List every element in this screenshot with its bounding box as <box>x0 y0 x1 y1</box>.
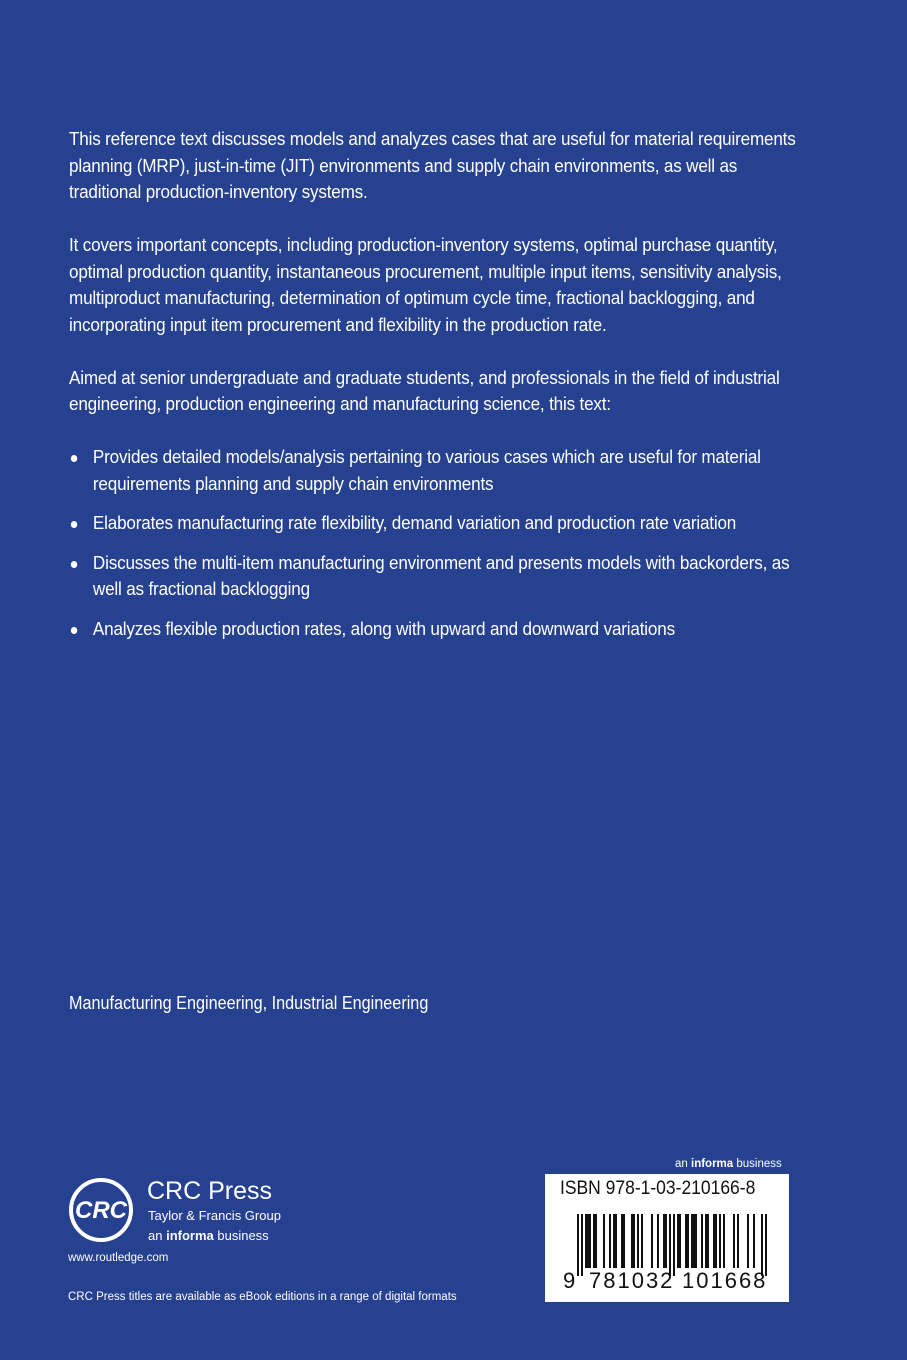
barcode-bar <box>615 1214 617 1268</box>
barcode-bar <box>651 1214 653 1268</box>
description-paragraph-3: Aimed at senior undergraduate and graduate students, and professionals in the field of industrial engineering, production engineering and manufacturing science, this text: <box>69 366 780 414</box>
barcode-bar <box>623 1214 625 1268</box>
barcode-bar <box>691 1214 693 1268</box>
barcode-bar <box>585 1214 587 1268</box>
barcode-bar <box>581 1214 583 1276</box>
barcode-bar <box>657 1214 659 1268</box>
feature-item: Elaborates manufacturing rate flexibility, demand variation and production rate variation <box>69 510 805 537</box>
barcode-bar <box>747 1214 749 1268</box>
ebook-note: CRC Press titles are available as eBook editions in a range of digital formats <box>68 1291 457 1303</box>
barcode-bar <box>663 1214 665 1268</box>
description-paragraph-1: This reference text discusses models and analyzes cases that are useful for material requirements planning (MRP), just-in-time (JIT) environments and supply chain environments, as well as traditional production-inventory systems. <box>69 128 796 202</box>
barcode-bar <box>765 1214 767 1276</box>
barcode-bar <box>609 1214 611 1268</box>
barcode-bar <box>707 1214 709 1268</box>
barcode-digits <box>545 1268 789 1298</box>
barcode-bar <box>737 1214 739 1268</box>
publisher-group: Taylor & Francis Group <box>148 1208 281 1223</box>
bullet-icon <box>71 455 77 462</box>
crc-logo-icon <box>68 1177 134 1243</box>
barcode-bar <box>595 1214 597 1268</box>
isbn-label: ISBN 978-1-03-210166-8 <box>560 1178 756 1199</box>
barcode-bar <box>693 1214 695 1268</box>
barcode-bar <box>723 1214 725 1268</box>
barcode-bar <box>641 1214 643 1268</box>
barcode-bar <box>761 1214 763 1276</box>
description-paragraph-2: It covers important concepts, including production-inventory systems, optimal purchase quantity, optimal production quantity, instantaneous procurement, multiple input items, sensitivity analysis, multiproduct manufacturing, determination of optimum cycle time, fractional backlogging, and incorporating input item procurement and flexibility in the production rate. <box>69 234 782 335</box>
barcode-bar <box>673 1214 675 1276</box>
barcode-bar <box>719 1214 721 1268</box>
barcode-bar <box>577 1214 579 1276</box>
barcode-bar <box>713 1214 715 1268</box>
barcode-bar <box>679 1214 681 1268</box>
barcode-bar <box>621 1214 623 1268</box>
barcode-bar <box>665 1214 667 1268</box>
barcode-bar <box>603 1214 605 1268</box>
barcode-bar <box>677 1214 679 1268</box>
barcode-bar <box>669 1214 671 1276</box>
barcode-bar <box>753 1214 755 1268</box>
bullet-icon <box>71 521 77 528</box>
barcode-bar <box>587 1214 589 1268</box>
barcode-bar <box>685 1214 687 1268</box>
publisher-url[interactable]: www.routledge.com <box>68 1252 169 1264</box>
barcode-bar <box>593 1214 595 1268</box>
barcode-bar <box>715 1214 717 1268</box>
barcode-first-digit: 9 <box>563 1268 576 1293</box>
barcode-bar <box>631 1214 633 1268</box>
barcode-bar <box>687 1214 689 1268</box>
barcode-bar <box>705 1214 707 1268</box>
barcode-bar <box>613 1214 615 1268</box>
bullet-icon <box>71 627 77 634</box>
barcode-bar <box>733 1214 735 1268</box>
publisher-informa-line: an informa business <box>148 1228 269 1243</box>
description-block <box>69 126 805 655</box>
subject-category: Manufacturing Engineering, Industrial Engineering <box>69 993 429 1013</box>
barcode-bar <box>637 1214 639 1268</box>
feature-item: Provides detailed models/analysis pertaining to various cases which are useful for material requirements planning and supply chain environments <box>69 444 805 497</box>
barcode-bar <box>633 1214 635 1268</box>
crc-logo-text: CRC <box>75 1197 127 1224</box>
barcode-bar <box>695 1214 697 1268</box>
publisher-name: CRC Press <box>147 1177 273 1205</box>
barcode-right-group: 101668 <box>682 1268 768 1293</box>
barcode-bar <box>701 1214 703 1268</box>
feature-item: Discusses the multi-item manufacturing environment and presents models with backorders, as well as fractional backlogging <box>69 550 805 603</box>
informa-business-label: an informa business <box>675 1158 782 1170</box>
feature-list <box>69 444 805 642</box>
bullet-icon <box>71 561 77 568</box>
barcode-panel <box>545 1174 789 1302</box>
barcode-bar <box>589 1214 591 1268</box>
feature-item: Analyzes flexible production rates, along with upward and downward variations <box>69 616 805 643</box>
barcode-left-group: 781032 <box>589 1268 675 1293</box>
